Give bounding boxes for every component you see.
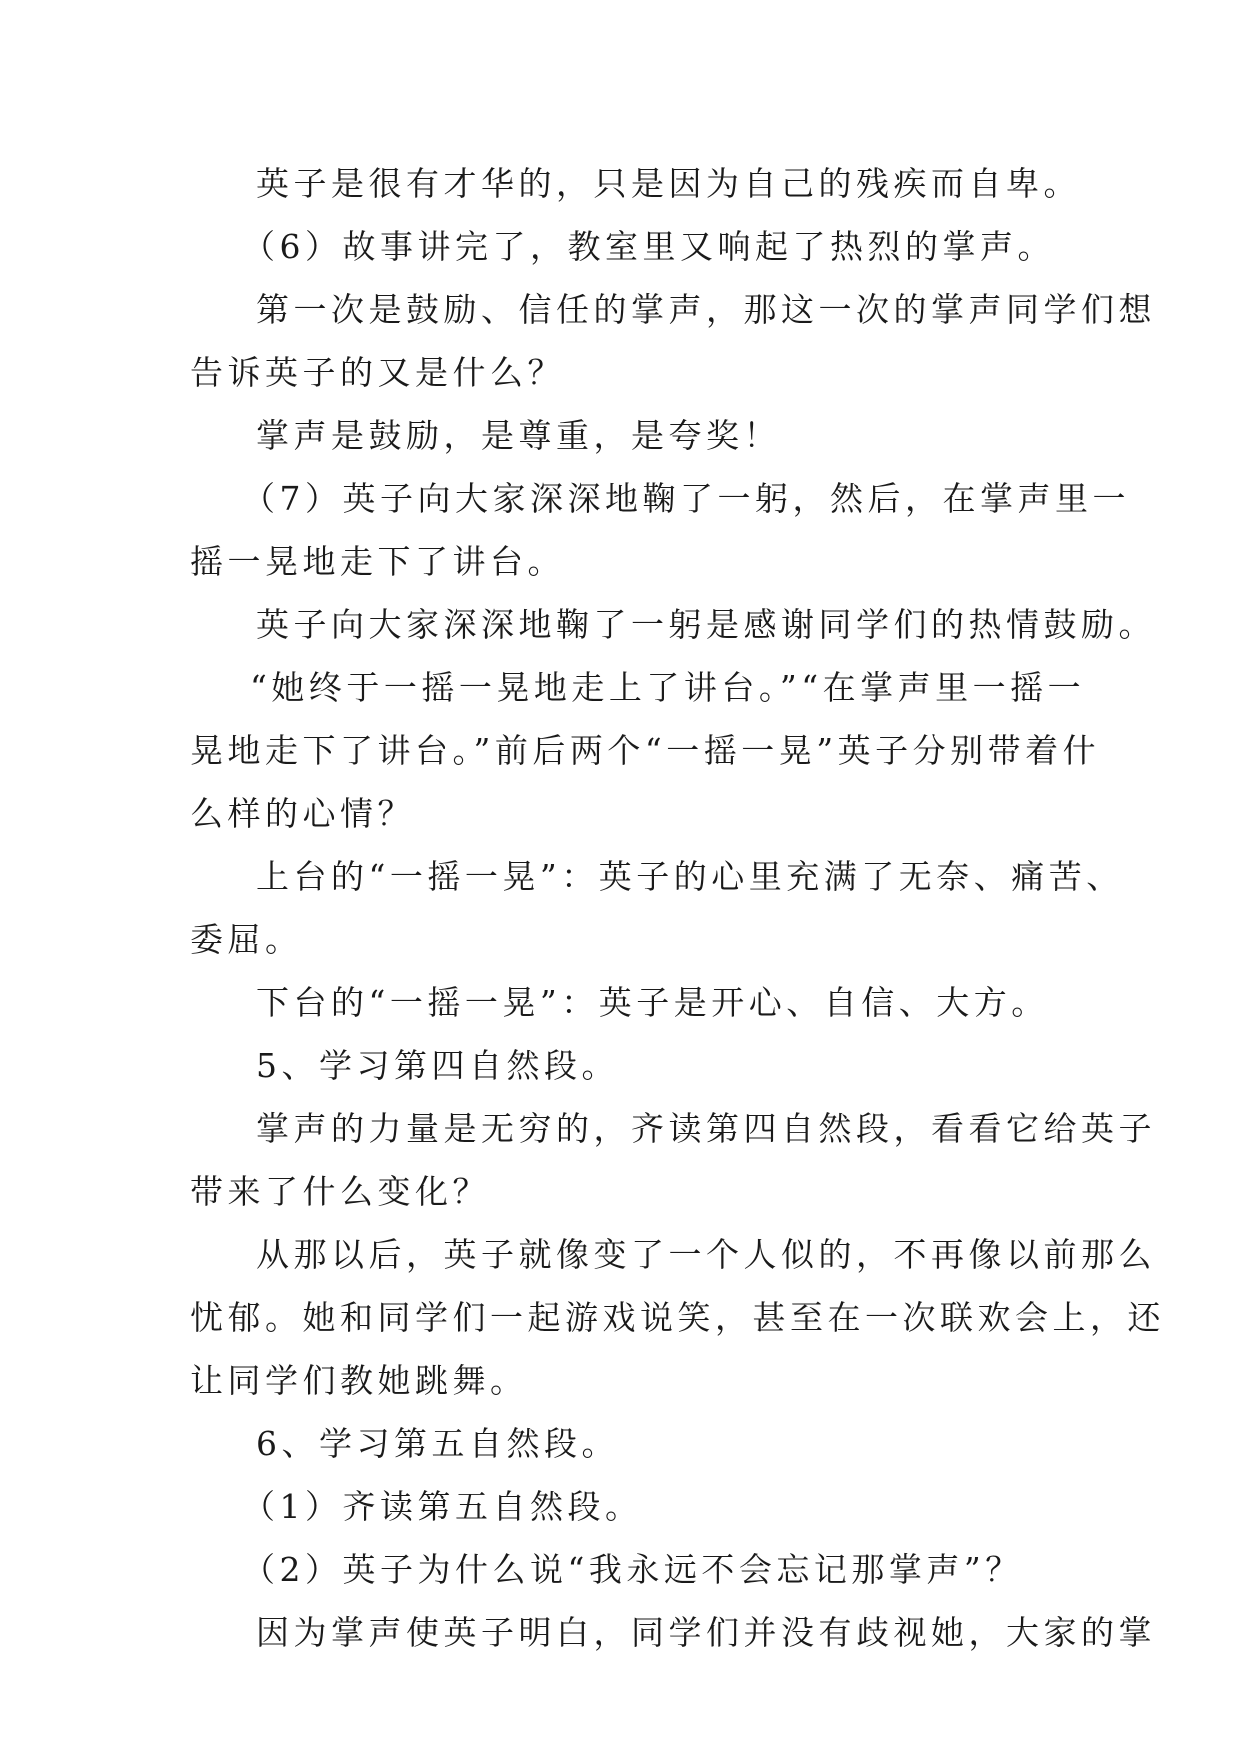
paragraph-line: 上台的“一摇一晃”：英子的心里充满了无奈、痛苦、 [256, 857, 1124, 896]
paragraph-line: 因为掌声使英子明白，同学们并没有歧视她，大家的掌 [256, 1613, 1156, 1652]
paragraph-line: 摇一晃地走下了讲台。 [190, 542, 565, 581]
paragraph-line: 晃地走下了讲台。”前后两个“一摇一晃”英子分别带着什 [190, 731, 1101, 770]
paragraph-line: 忧郁。她和同学们一起游戏说笑，甚至在一次联欢会上，还 [190, 1298, 1165, 1337]
paragraph-line: 掌声是鼓励，是尊重，是夸奖！ [256, 416, 781, 455]
paragraph-line: （7）英子向大家深深地鞠了一躬，然后，在掌声里一 [242, 479, 1130, 518]
paragraph-line: “她终于一摇一晃地走上了讲台。”“在掌声里一摇一 [250, 668, 1086, 707]
section-heading: 5、学习第四自然段。 [256, 1046, 619, 1085]
paragraph-line: 英子向大家深深地鞠了一躬是感谢同学们的热情鼓励。 [256, 605, 1156, 644]
paragraph-line: 第一次是鼓励、信任的掌声，那这一次的掌声同学们想 [256, 290, 1156, 329]
paragraph-line: （6）故事讲完了，教室里又响起了热烈的掌声。 [242, 227, 1055, 266]
paragraph-line: 从那以后，英子就像变了一个人似的，不再像以前那么 [256, 1235, 1156, 1274]
paragraph-line: 么样的心情？ [190, 794, 415, 833]
paragraph-line: 英子是很有才华的，只是因为自己的残疾而自卑。 [256, 164, 1081, 203]
paragraph-line: 告诉英子的又是什么？ [190, 353, 565, 392]
section-heading: 6、学习第五自然段。 [256, 1424, 619, 1463]
document-body [190, 152, 1165, 1664]
paragraph-line: 掌声的力量是无穷的，齐读第四自然段，看看它给英子 [256, 1109, 1156, 1148]
paragraph-line: 下台的“一摇一晃”：英子是开心、自信、大方。 [256, 983, 1049, 1022]
paragraph-line: 委屈。 [190, 920, 303, 959]
paragraph-line: （2）英子为什么说“我永远不会忘记那掌声”？ [242, 1550, 1023, 1589]
paragraph-line: 让同学们教她跳舞。 [190, 1361, 528, 1400]
paragraph-line: （1）齐读第五自然段。 [242, 1487, 643, 1526]
paragraph-line: 带来了什么变化？ [190, 1172, 490, 1211]
